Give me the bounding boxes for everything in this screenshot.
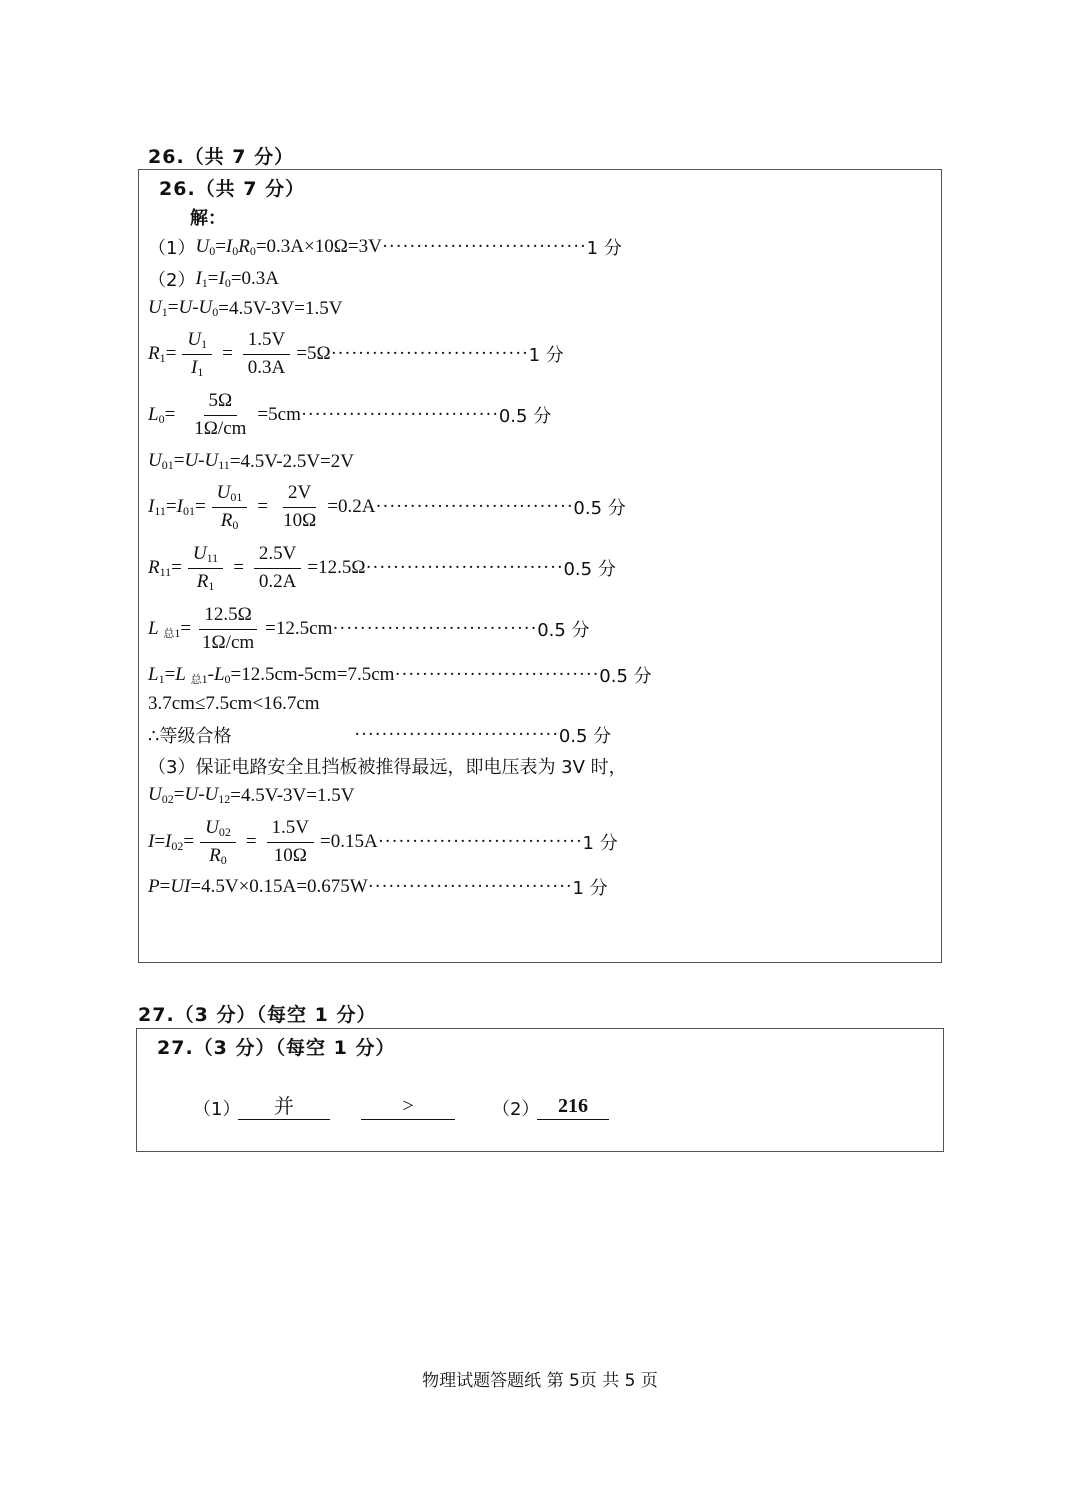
fraction-ltotal-values: $\frac{12.5\Omega}{1\Omega/cm}$: [197, 603, 259, 655]
step-1-u0: （1） $U_0=I_0R_0$ =0.3A×10Ω=3V ······························ 1 分: [148, 235, 622, 259]
solution-label: 解：: [190, 208, 226, 229]
step-l1: $L_1=L$ $_{总1}-L_0$ =12.5cm-5cm=7.5cm ······························ 0.5 分: [148, 663, 652, 687]
q27-part2-label: （2）: [492, 1099, 540, 1120]
fraction-i02-values: $\frac{1.5V}{10\Omega}$: [267, 816, 314, 868]
fraction-u01-r0: $\frac{U_{01}}{R_0}$: [212, 481, 248, 533]
step-power: P=UI =4.5V×0.15A=0.675W ······························ 1 分: [148, 876, 608, 899]
range-check: 3.7cm≤7.5cm<16.7cm: [148, 693, 320, 714]
q26-box-heading: 26.（共 7 分）: [159, 178, 306, 200]
fraction-i11-values: $\frac{2V}{10\Omega}$: [283, 482, 317, 531]
page-footer: 物理试题答题纸 第 5页 共 5 页: [422, 1371, 658, 1391]
blank-3: 216: [537, 1093, 609, 1120]
step-r11: $R_{11}=$ $\frac{U_{11}}{R_1}$ = $\frac{2.5V}{0.2A}$ =12.5Ω ····························· 0.5 分: [148, 543, 616, 593]
fraction-u11-r1: $\frac{U_{11}}{R_1}$: [188, 542, 223, 594]
q26-heading: 26.（共 7 分）: [148, 146, 295, 168]
step-r1: $R_1=$ $\frac{U_1}{I_1}$ = $\frac{1.5V}{0.3A}$ =5Ω ····························· 1 分: [148, 329, 564, 379]
fraction-r1-values: $\frac{1.5V}{0.3A}$: [243, 328, 290, 380]
step-i11: $I_{11}=I_{01}=$ $\frac{U_{01}}{R_0}$ = $\frac{2V}{10\Omega}$ =0.2A ····························· 0.5 分: [148, 482, 626, 532]
step-u1: $U_1=U-U_0$ =4.5V-3V=1.5V: [148, 297, 343, 319]
step-i02: $I=I_{02}=$ $\frac{U_{02}}{R_0}$ = $\frac{1.5V}{10\Omega}$ =0.15A ······························ 1 分: [148, 817, 618, 867]
q27-part1-label: （1）: [193, 1099, 241, 1120]
fraction-r11-values: $\frac{2.5V}{0.2A}$: [254, 542, 301, 594]
q27-heading: 27.（3 分）（每空 1 分）: [138, 1004, 377, 1026]
blank-2: >: [361, 1093, 455, 1120]
step-u01: $U_{01}=U-U_{11}$ =4.5V-2.5V=2V: [148, 450, 354, 472]
step-2-i1: （2） $I_1=I_0$ =0.3A: [148, 267, 280, 291]
conclusion-line: ∴等级合格 ······························ 0.5 分: [148, 724, 612, 747]
q27-box-heading: 27.（3 分）（每空 1 分）: [157, 1037, 396, 1059]
step-l0: $L_0=$ $\frac{5\Omega}{1\Omega/cm}$ =5cm ····························· 0.5 分: [148, 389, 551, 441]
fraction-u02-r0: $\frac{U_{02}}{R_0}$: [200, 816, 236, 868]
blank-1: 并: [238, 1093, 330, 1120]
step-l-total: L $_{总1}$= $\frac{12.5\Omega}{1\Omega/cm}$ =12.5cm ······························ 0.5 分: [148, 603, 590, 655]
fraction-l0-values: $\frac{5\Omega}{1\Omega/cm}$: [194, 390, 247, 439]
step-u02: $U_{02}=U-U_{12}$ =4.5V-3V=1.5V: [148, 784, 355, 806]
part-3-statement: （3）保证电路安全且挡板被推得最远，即电压表为 3V 时，: [148, 757, 627, 778]
fraction-u1-i1: $\frac{U_1}{I_1}$: [182, 328, 212, 380]
q27-answer-box: [136, 1028, 944, 1152]
